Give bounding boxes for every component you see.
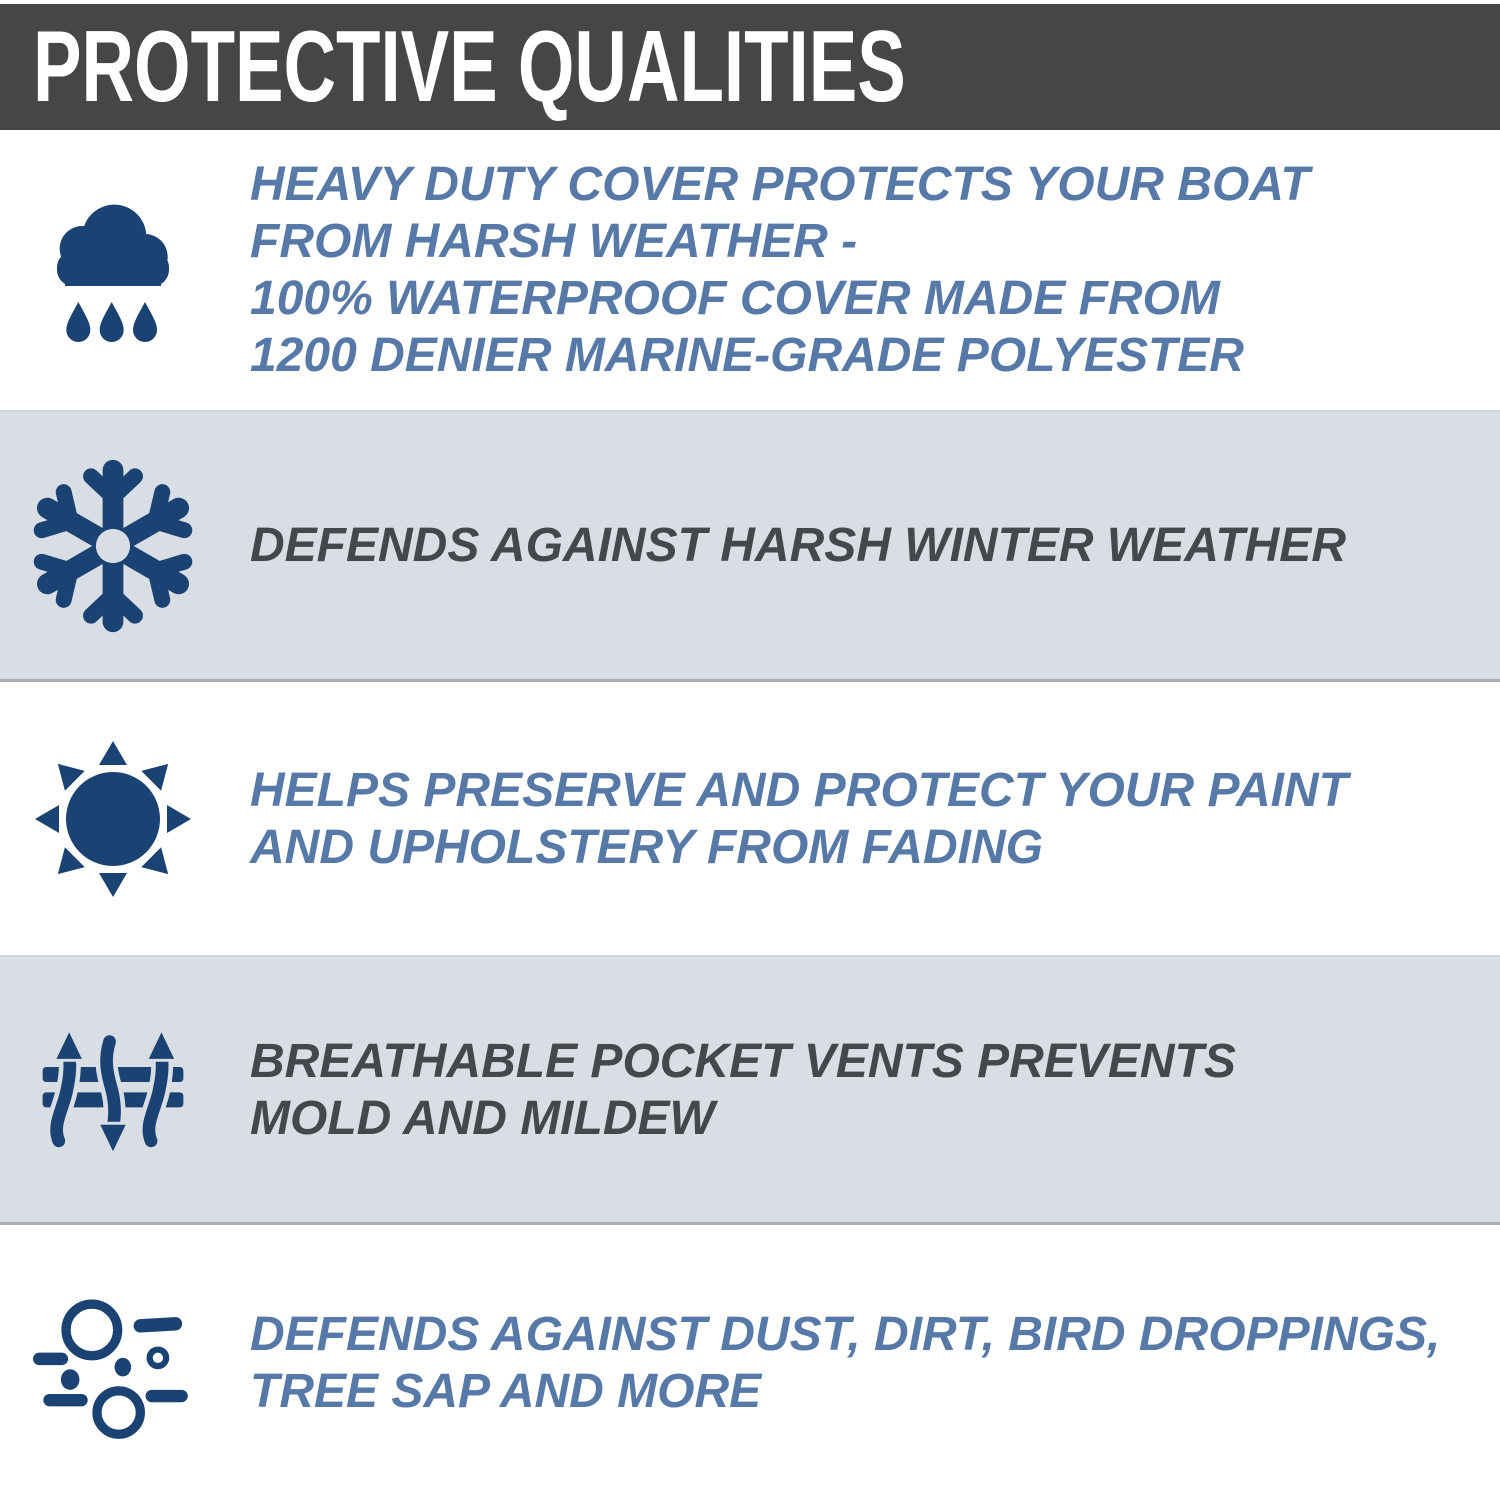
feature-row-weather-protection [0, 130, 1500, 410]
feature-text-line: FROM HARSH WEATHER - [250, 215, 858, 268]
feature-text-line: TREE SAP AND MORE [250, 1364, 762, 1418]
feature-text-line: DEFENDS AGAINST HARSH WINTER WEATHER [250, 519, 1346, 572]
feature-row-vents [0, 955, 1500, 1225]
breathable-vents-icon [0, 1023, 225, 1156]
feature-text [225, 517, 1500, 574]
rain-cloud-icon [0, 191, 225, 349]
feature-row-fade-protection [0, 682, 1500, 955]
feature-text [225, 156, 1500, 384]
dust-particles-icon [0, 1280, 225, 1446]
feature-text [225, 1033, 1500, 1147]
feature-row-winter [0, 410, 1500, 682]
feature-text-line: HEAVY DUTY COVER PROTECTS YOUR BOAT [250, 158, 1310, 211]
snowflake-icon [0, 458, 225, 634]
feature-text-line: HELPS PRESERVE AND PROTECT YOUR PAINT [250, 763, 1348, 817]
feature-text-line: AND UPHOLSTERY FROM FADING [250, 820, 1043, 874]
feature-text-line: MOLD AND MILDEW [250, 1091, 715, 1145]
feature-text-line: DEFENDS AGAINST DUST, DIRT, BIRD DROPPINGS, [250, 1307, 1441, 1361]
page-title: PROTECTIVE QUALITIES [33, 10, 906, 123]
feature-row-dust [0, 1225, 1500, 1500]
header-bar [0, 4, 1500, 130]
feature-text [225, 1306, 1500, 1420]
sun-icon [0, 737, 225, 901]
feature-text-line: 1200 DENIER MARINE-GRADE POLYESTER [250, 329, 1244, 382]
feature-text [225, 762, 1500, 876]
feature-text-line: 100% WATERPROOF COVER MADE FROM [250, 272, 1220, 325]
feature-text-line: BREATHABLE POCKET VENTS PREVENTS [250, 1034, 1236, 1088]
